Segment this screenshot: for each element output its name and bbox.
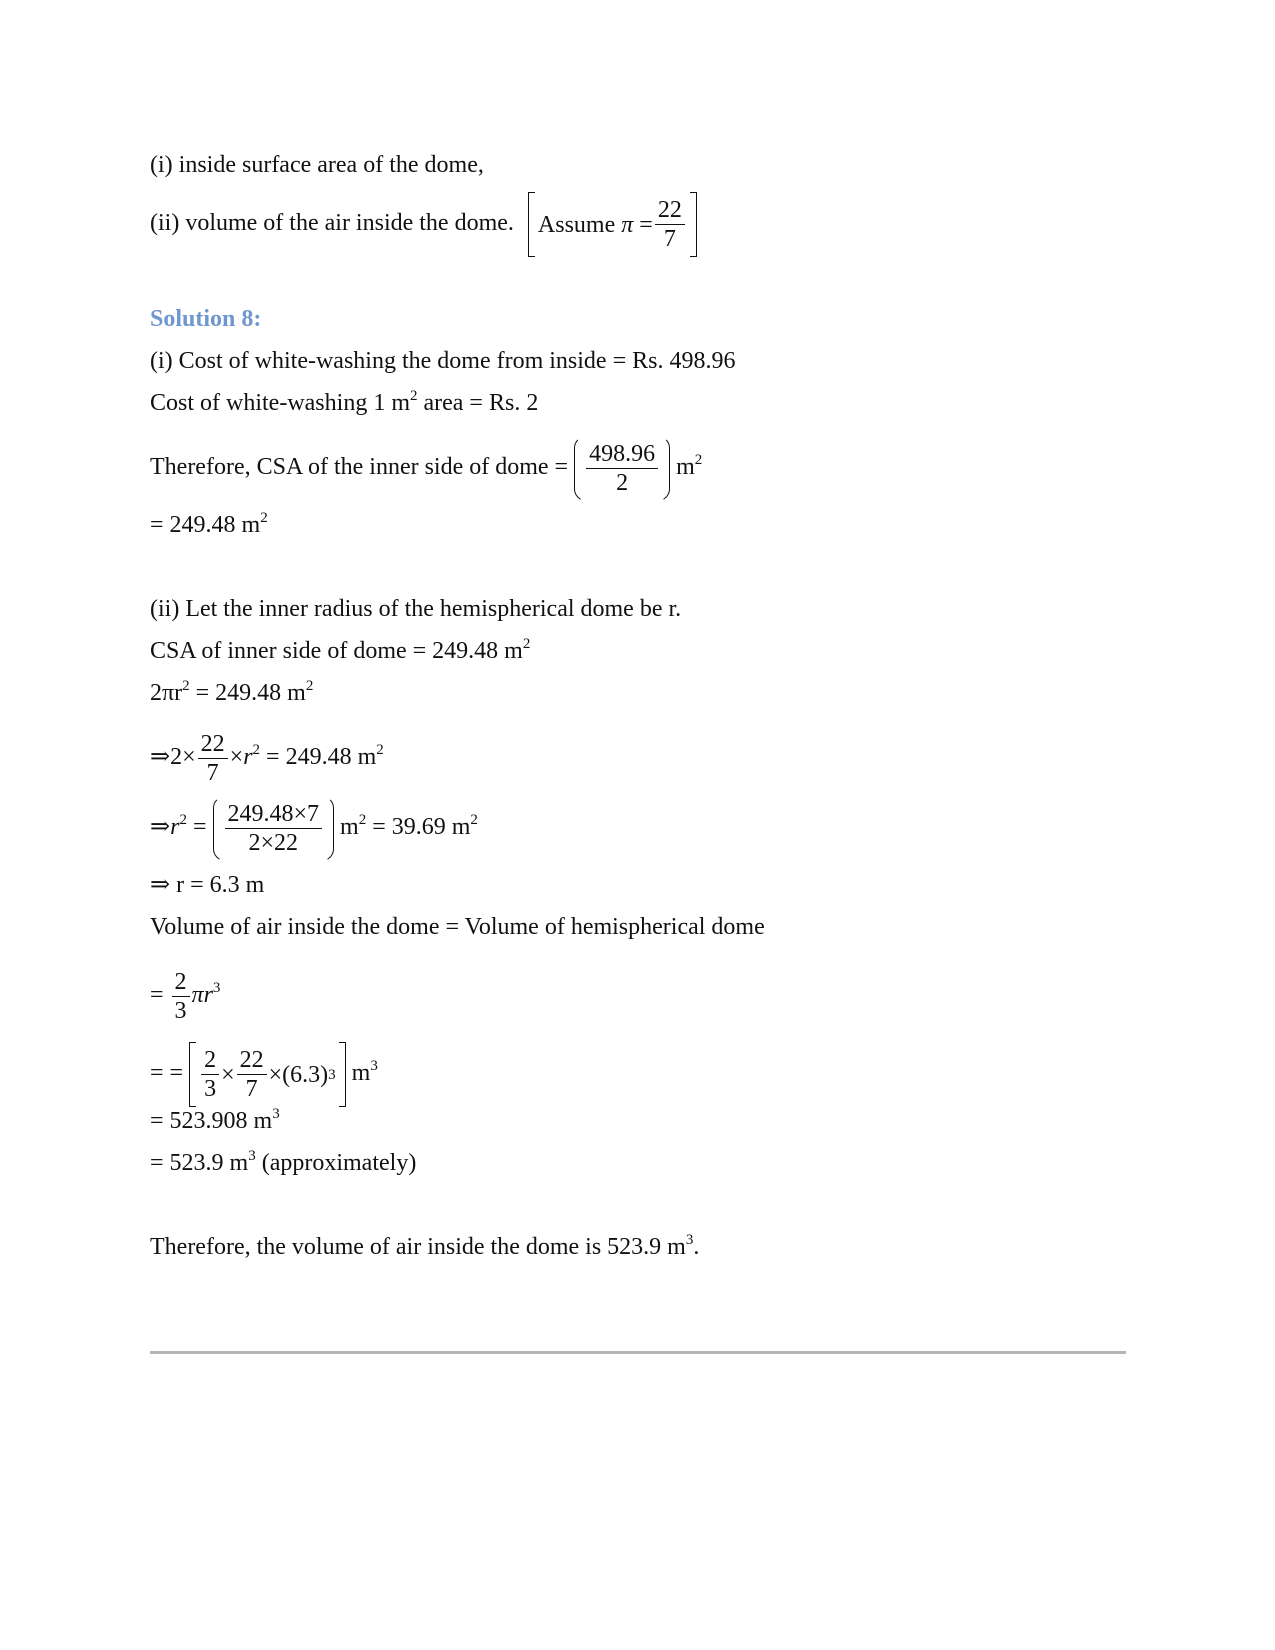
solution-line-6-text: CSA of inner side of dome = 249.48 m	[150, 638, 523, 664]
superscript: 2	[260, 510, 268, 526]
solution-line-2-text: Cost of white-washing 1 m	[150, 390, 410, 416]
fraction-denominator: 7	[245, 1076, 258, 1102]
solution-line-2	[150, 388, 538, 418]
superscript: 2	[470, 812, 478, 829]
variable-r: r	[243, 744, 253, 771]
fraction-denominator: 2×22	[248, 830, 299, 856]
unit: m	[351, 1060, 371, 1087]
solution-line-10	[150, 870, 264, 900]
unit: m	[676, 454, 695, 481]
question-part-ii	[150, 196, 697, 253]
solution-line-3	[150, 440, 702, 497]
solution-line-7	[150, 678, 313, 708]
unit: m	[340, 814, 359, 841]
times-sign: ×	[229, 744, 244, 771]
pi-symbol: π	[621, 211, 634, 238]
equals-sign: =	[186, 814, 207, 841]
pi-r: πr	[191, 982, 213, 1009]
times-sign: ×	[221, 1061, 235, 1088]
solution-line-14-text: = 523.908 m	[150, 1108, 273, 1134]
solution-line-3-text: Therefore, CSA of the inner side of dome =	[150, 454, 569, 481]
solution-line-14	[150, 1106, 280, 1136]
question-part-i-text: (i) inside surface area of the dome,	[150, 152, 484, 178]
superscript: 3	[212, 980, 221, 997]
solution-line-15-text: = 523.9 m	[150, 1150, 249, 1176]
fraction-denominator: 7	[206, 760, 219, 786]
csa-fraction	[586, 440, 658, 497]
equals-sign: =	[150, 982, 164, 1009]
fraction-denominator: 3	[174, 998, 187, 1024]
pi-numerator: 22	[657, 197, 682, 223]
solution-line-13	[150, 1046, 378, 1103]
radius-cubed-term: ×(6.3)	[268, 1061, 329, 1088]
solution-heading-text: Solution 8:	[150, 306, 262, 332]
solution-line-15-tail: (approximately)	[255, 1150, 417, 1176]
assume-pi-bracket	[528, 196, 697, 253]
radius-paren	[213, 800, 335, 857]
superscript: 2	[409, 388, 418, 404]
solution-line-11-text: Volume of air inside the dome = Volume of hemispherical dome	[150, 914, 765, 940]
solution-line-11	[150, 912, 765, 942]
superscript: 3	[248, 1148, 256, 1164]
solution-line-5-text: (ii) Let the inner radius of the hemispherical dome be r.	[150, 596, 682, 622]
solution-line-15	[150, 1148, 416, 1178]
superscript: 3	[685, 1232, 694, 1248]
equals-sign: = =	[150, 1060, 184, 1087]
horizontal-divider	[150, 1351, 1126, 1354]
superscript: 2	[694, 452, 703, 469]
solution-line-10-text: ⇒ r = 6.3 m	[150, 872, 265, 898]
solution-line-7-tail: = 249.48 m	[189, 680, 306, 706]
conclusion-line	[150, 1232, 699, 1262]
solution-line-8-tail: = 249.48 m	[260, 744, 377, 771]
superscript: 2	[305, 678, 314, 694]
csa-denominator: 2	[616, 470, 629, 496]
solution-line-5	[150, 594, 681, 624]
twentytwo-sevenths-fraction	[237, 1046, 267, 1103]
superscript: 2	[179, 812, 187, 829]
solution-line-9	[150, 800, 478, 857]
radius-fraction	[225, 800, 323, 857]
superscript: 3	[370, 1058, 378, 1075]
solution-line-7-text: 2πr	[150, 680, 183, 706]
conclusion-period: .	[693, 1234, 700, 1260]
two-thirds-fraction	[201, 1046, 219, 1103]
solution-line-4-text: = 249.48 m	[150, 512, 261, 538]
solution-line-6	[150, 636, 530, 666]
superscript: 2	[182, 678, 190, 694]
equals-sign: =	[639, 211, 653, 238]
solution-line-4	[150, 510, 268, 540]
superscript: 2	[522, 636, 531, 652]
pi-denominator: 7	[663, 226, 676, 252]
superscript: 2	[376, 742, 384, 759]
solution-heading	[150, 304, 261, 334]
solution-line-12	[150, 968, 220, 1025]
solution-line-1	[150, 346, 735, 376]
pi-fraction	[655, 196, 685, 253]
csa-paren	[574, 440, 670, 497]
twentytwo-sevenths-fraction	[198, 730, 228, 787]
conclusion-text: Therefore, the volume of air inside the dome is 523.9 m	[150, 1234, 686, 1260]
fraction-numerator: 249.48×7	[227, 801, 320, 827]
fraction-numerator: 2	[204, 1047, 217, 1073]
fraction-numerator: 2	[174, 969, 187, 995]
fraction-denominator: 3	[204, 1076, 217, 1102]
solution-line-2-tail: area = Rs. 2	[417, 390, 539, 416]
implies-sign: ⇒	[150, 814, 171, 841]
fraction-numerator: 22	[200, 731, 225, 757]
volume-bracket: $\frac{2}{3}$ × $\frac{22}{7}$ ×(6.3) 3	[189, 1046, 346, 1103]
csa-numerator: 498.96	[589, 441, 656, 467]
question-part-ii-text: (ii) volume of the air inside the dome.	[150, 210, 514, 237]
question-part-i	[150, 150, 484, 180]
superscript: 2	[358, 812, 367, 829]
assume-label: Assume	[537, 211, 616, 238]
fraction-numerator: 22	[239, 1047, 264, 1073]
superscript: 3	[272, 1106, 280, 1122]
solution-line-9-tail: = 39.69 m	[366, 814, 471, 841]
superscript: 2	[252, 742, 261, 759]
two-thirds-fraction	[172, 968, 190, 1025]
solution-line-8	[150, 730, 384, 787]
implies-two-times: ⇒2×	[150, 744, 196, 771]
solution-line-1-text: (i) Cost of white-washing the dome from inside = Rs. 498.96	[150, 348, 736, 374]
variable-r: r	[170, 814, 180, 841]
